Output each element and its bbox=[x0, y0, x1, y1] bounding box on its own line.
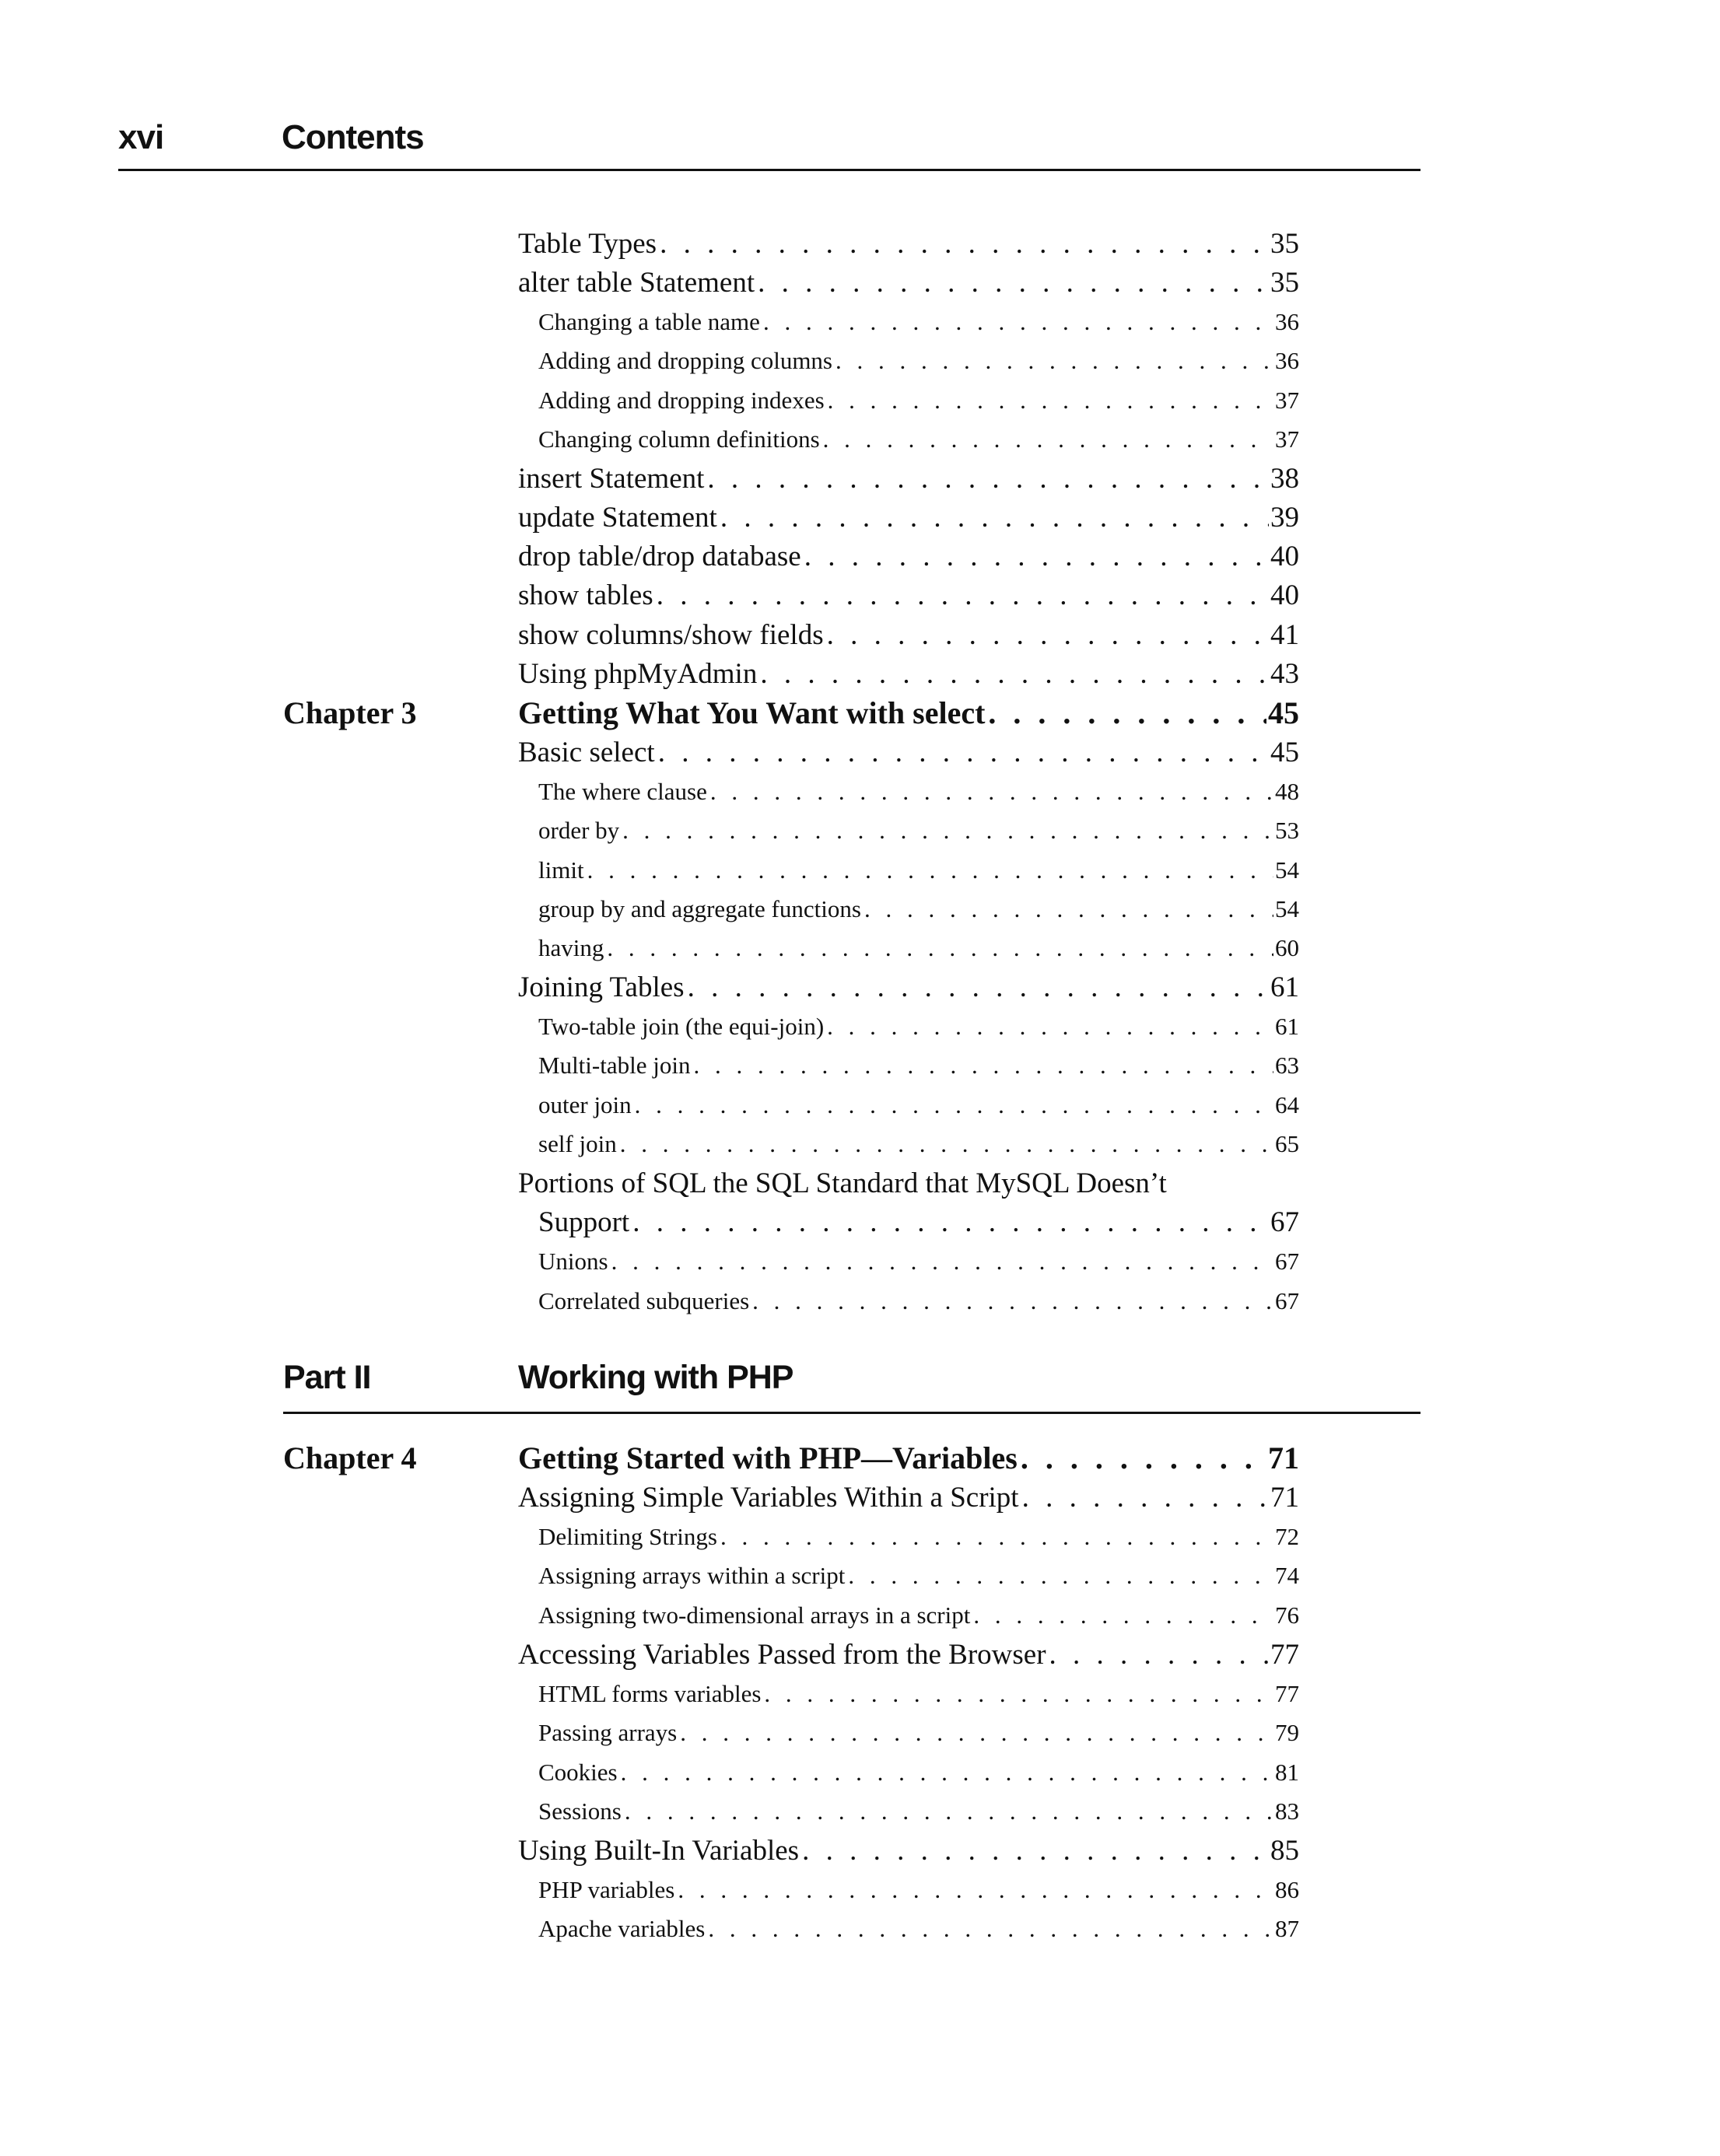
toc-subentry[interactable]: HTML forms variables . . . 77 bbox=[538, 1680, 1299, 1708]
toc-subentry[interactable]: self join . . . 65 bbox=[538, 1130, 1299, 1158]
toc-entry[interactable]: alter table Statement . . . 35 bbox=[518, 266, 1299, 299]
toc-subentry[interactable]: Apache variables . . . 87 bbox=[538, 1915, 1299, 1943]
toc-entry[interactable]: Using phpMyAdmin . . . 43 bbox=[518, 657, 1299, 691]
toc-subentry[interactable]: outer join . . . 64 bbox=[538, 1091, 1299, 1119]
toc-subentry[interactable]: Delimiting Strings . . . 72 bbox=[538, 1523, 1299, 1551]
toc-subentry[interactable]: Sessions . . . 83 bbox=[538, 1797, 1299, 1825]
toc-entry[interactable]: Table Types . . . 35 bbox=[518, 227, 1299, 261]
toc-entry[interactable]: drop table/drop database . . . 40 bbox=[518, 540, 1299, 573]
toc-entry[interactable]: Assigning Simple Variables Within a Script . . . 71 bbox=[518, 1481, 1299, 1514]
toc-subentry[interactable]: having . . . 60 bbox=[538, 934, 1299, 962]
chapter-title-entry[interactable]: Getting What You Want with select . . . 45 bbox=[518, 695, 1299, 731]
page-header bbox=[118, 118, 1420, 166]
toc-subentry[interactable]: limit . . . 54 bbox=[538, 856, 1299, 884]
toc-subentry[interactable]: Passing arrays . . . 79 bbox=[538, 1719, 1299, 1747]
toc-entry-wrapped[interactable]: Portions of SQL the SQL Standard that MySQL Doesn’t bbox=[518, 1167, 1167, 1199]
toc-subentry[interactable]: Assigning two-dimensional arrays in a script . . . 76 bbox=[538, 1601, 1299, 1629]
toc-entry[interactable]: Using Built-In Variables . . . 85 bbox=[518, 1834, 1299, 1867]
toc-subentry[interactable]: Cookies . . . 81 bbox=[538, 1759, 1299, 1787]
page-title: Contents bbox=[282, 118, 424, 156]
toc-subentry[interactable]: order by . . . 53 bbox=[538, 817, 1299, 845]
toc-subentry[interactable]: The where clause . . . 48 bbox=[538, 778, 1299, 806]
part-rule bbox=[283, 1412, 1420, 1414]
toc-entry-continuation[interactable]: Support . . . 67 bbox=[538, 1206, 1299, 1239]
toc-entry[interactable]: Accessing Variables Passed from the Browser . . . 77 bbox=[518, 1638, 1299, 1671]
toc-subentry[interactable]: Assigning arrays within a script . . . 74 bbox=[538, 1562, 1299, 1590]
toc-subentry[interactable]: Changing column definitions . . . 37 bbox=[538, 425, 1299, 453]
toc-subentry[interactable]: Two-table join (the equi-join) . . . 61 bbox=[538, 1013, 1299, 1041]
chapter-label: Chapter 3 bbox=[283, 695, 417, 730]
toc-subentry[interactable]: PHP variables . . . 86 bbox=[538, 1876, 1299, 1904]
toc-entry[interactable]: Basic select . . . 45 bbox=[518, 736, 1299, 769]
toc-subentry[interactable]: Adding and dropping indexes . . . 37 bbox=[538, 387, 1299, 415]
chapter-label: Chapter 4 bbox=[283, 1440, 417, 1475]
toc-subentry[interactable]: Adding and dropping columns . . . 36 bbox=[538, 347, 1299, 375]
header-rule bbox=[118, 169, 1420, 171]
toc-subentry[interactable]: group by and aggregate functions . . . 54 bbox=[538, 895, 1299, 923]
part-label: Part II bbox=[283, 1359, 371, 1396]
toc-entry[interactable]: insert Statement . . . 38 bbox=[518, 462, 1299, 495]
page-number: xvi bbox=[118, 118, 164, 156]
toc-subentry[interactable]: Unions . . . 67 bbox=[538, 1248, 1299, 1276]
toc-entry[interactable]: show tables . . . 40 bbox=[518, 579, 1299, 612]
chapter-title-entry[interactable]: Getting Started with PHP—Variables . . . 71 bbox=[518, 1440, 1299, 1476]
toc-subentry[interactable]: Changing a table name . . . 36 bbox=[538, 308, 1299, 336]
toc-subentry[interactable]: Multi-table join . . . 63 bbox=[538, 1052, 1299, 1080]
toc-subentry[interactable]: Correlated subqueries . . . 67 bbox=[538, 1287, 1299, 1315]
toc-entry[interactable]: Joining Tables . . . 61 bbox=[518, 971, 1299, 1004]
toc-entry[interactable]: update Statement . . . 39 bbox=[518, 501, 1299, 534]
toc-entry[interactable]: show columns/show fields . . . 41 bbox=[518, 618, 1299, 652]
part-title[interactable]: Working with PHP bbox=[518, 1359, 793, 1396]
